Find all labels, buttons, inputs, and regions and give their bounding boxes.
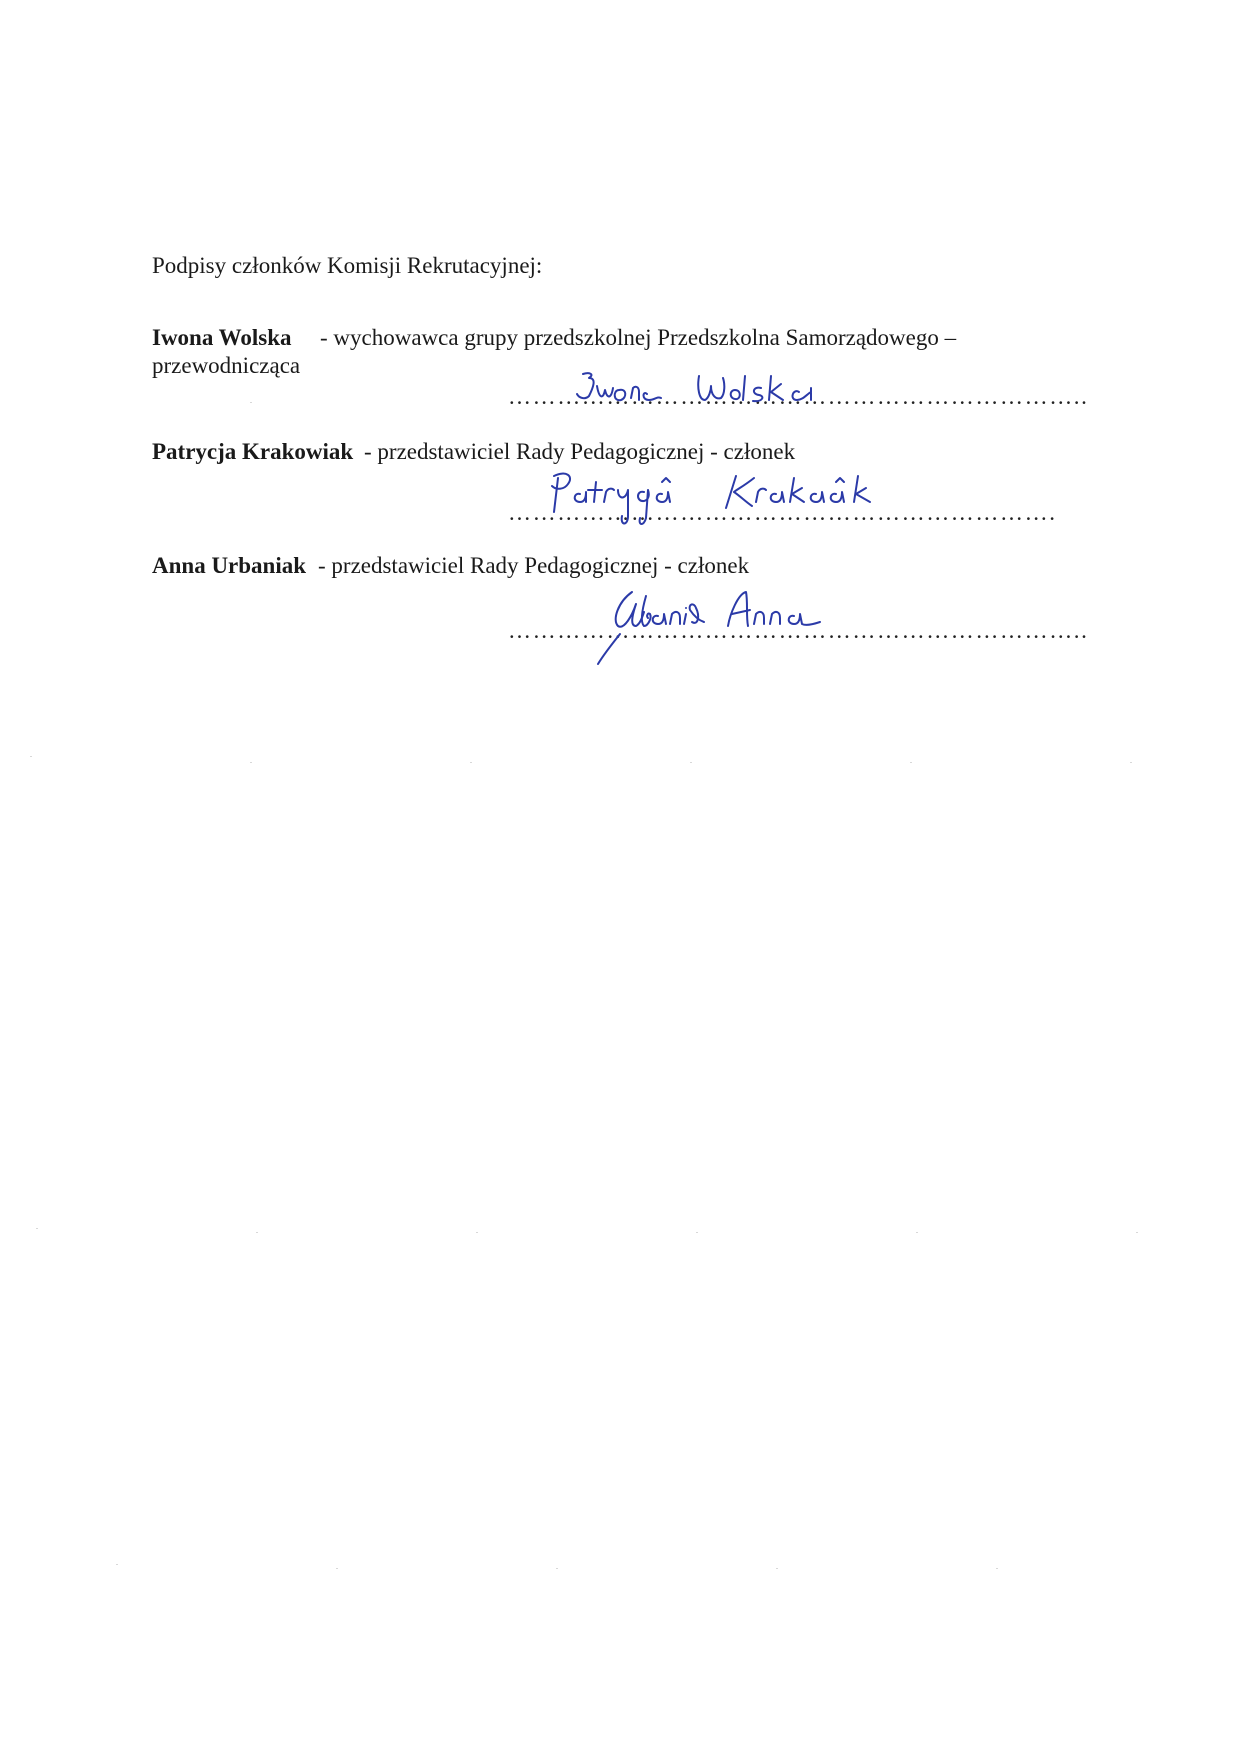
- scan-speck: [916, 1232, 918, 1233]
- scan-speck: [1130, 762, 1132, 763]
- scan-speck: [336, 1568, 338, 1569]
- scan-speck: [556, 1568, 558, 1569]
- signature-line-1: ……………………………………………………………..: [508, 384, 1089, 409]
- member-role-1: - wychowawca grupy przedszkolnej Przedszkolna Samorządowego –: [320, 325, 957, 350]
- scan-speck: [250, 402, 252, 403]
- scan-speck: [36, 1228, 38, 1229]
- scan-speck: [996, 1568, 998, 1569]
- scan-speck: [30, 756, 32, 757]
- signature-patrycja-krakowiak: [540, 468, 920, 540]
- member-name-1: Iwona Wolska: [152, 325, 292, 350]
- scan-speck: [256, 1232, 258, 1233]
- signature-line-2: ………………………………………………………….: [508, 500, 1057, 525]
- scan-speck: [250, 762, 252, 763]
- scan-speck: [476, 1232, 478, 1233]
- scan-speck: [910, 762, 912, 763]
- signatures-heading: Podpisy członków Komisji Rekrutacyjnej:: [152, 253, 543, 278]
- scan-speck: [1136, 1232, 1138, 1233]
- signature-line-3: ……………………………………………………………..: [508, 618, 1089, 643]
- scan-speck: [470, 762, 472, 763]
- scan-speck: [690, 762, 692, 763]
- signature-anna-urbaniak: [588, 586, 838, 666]
- member-role-3: - przedstawiciel Rady Pedagogicznej - członek: [318, 553, 750, 578]
- scan-speck: [696, 1232, 698, 1233]
- member-name-3: Anna Urbaniak: [152, 553, 307, 578]
- member-role-2: - przedstawiciel Rady Pedagogicznej - członek: [364, 439, 796, 464]
- signature-iwona-wolska: [575, 368, 835, 418]
- scan-speck: [116, 1564, 118, 1565]
- member-role-1-line2: przewodnicząca: [152, 353, 301, 378]
- scan-speck: [776, 1568, 778, 1569]
- member-name-2: Patrycja Krakowiak: [152, 439, 354, 464]
